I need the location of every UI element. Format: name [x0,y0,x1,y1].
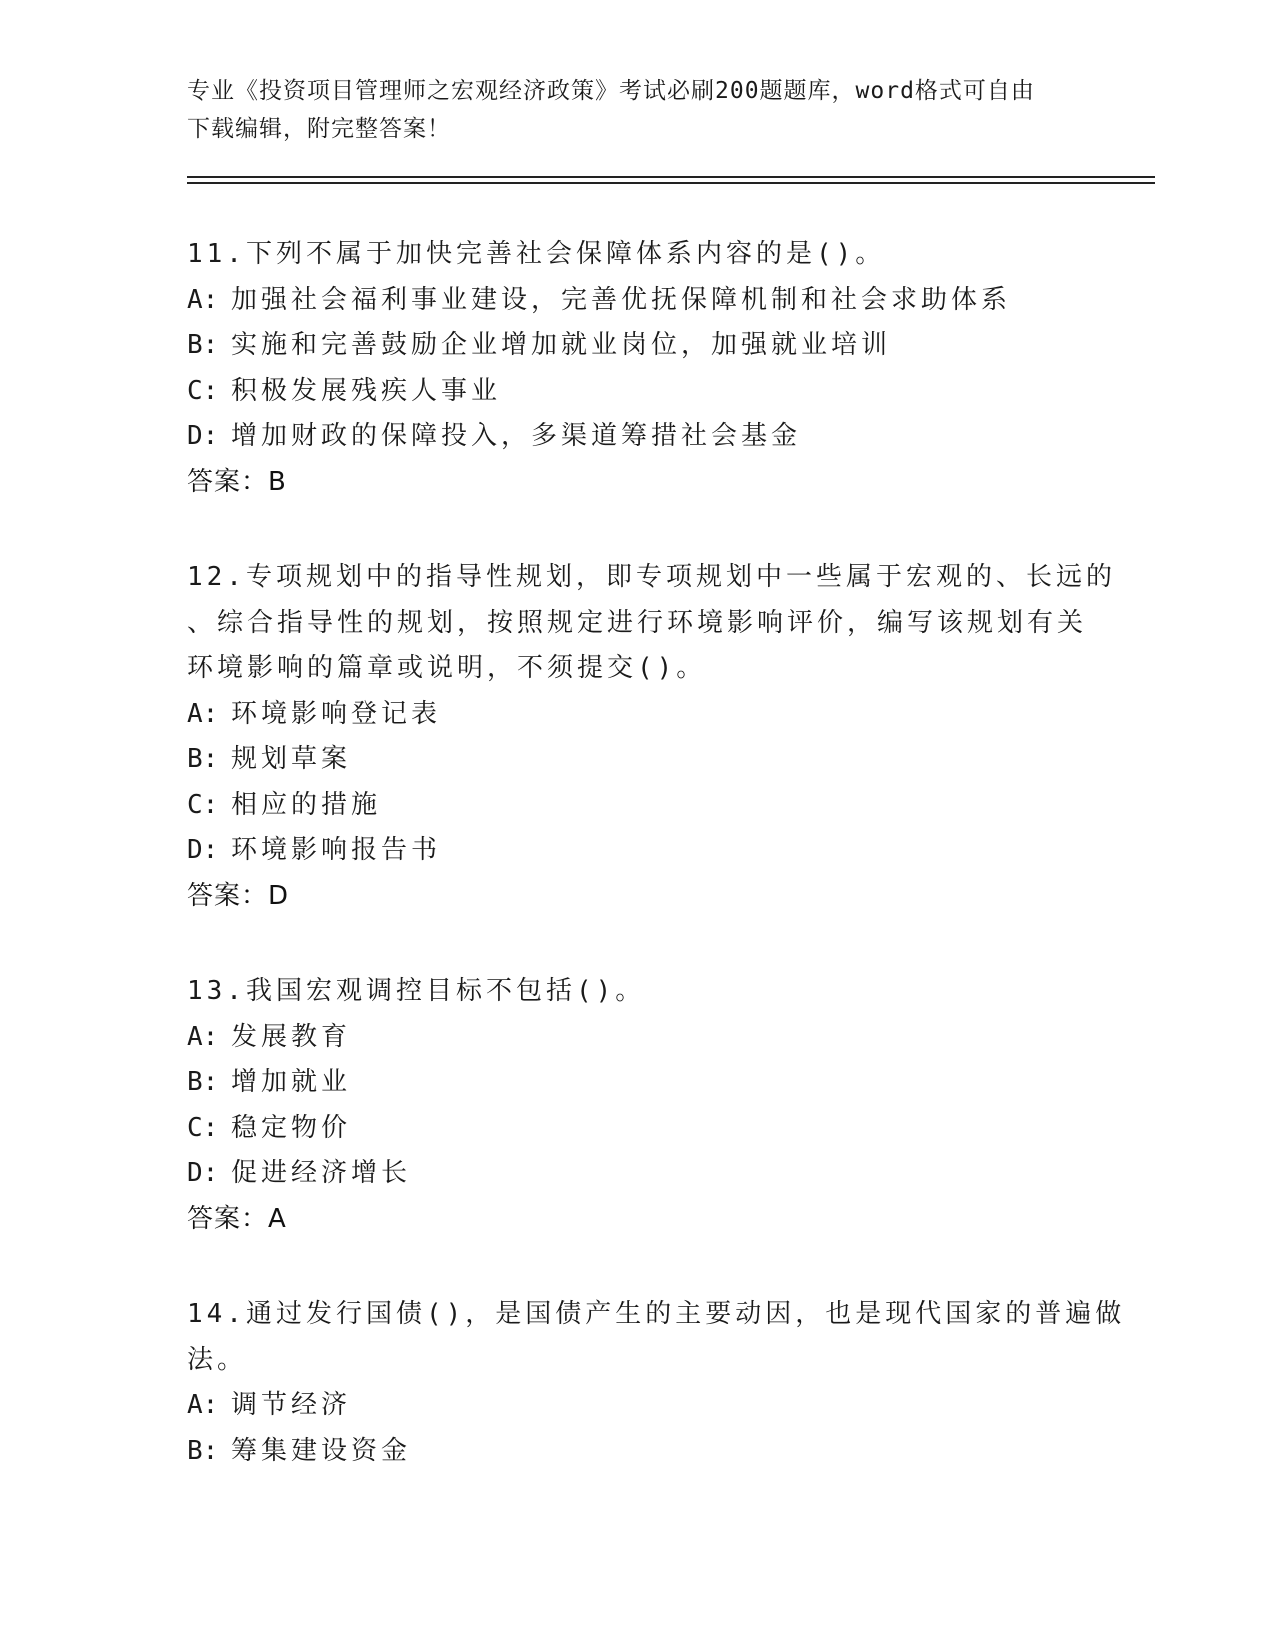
question-11 [187,232,1087,505]
option-text: 环境影响登记表 [231,698,442,729]
option-letter: A: [187,284,219,315]
document-header [187,72,1087,148]
answer-label: 答案：B [187,466,287,497]
question-13 [187,969,1087,1242]
option-b [187,737,1087,783]
option-a [187,1383,1087,1429]
question-12 [187,555,1116,919]
question-stem-line-1: 12.专项规划中的指导性规划，即专项规划中一些属于宏观的、长远的 [187,562,1116,592]
option-letter: A: [187,698,219,729]
option-letter: B: [187,330,219,360]
option-letter: C: [187,1112,219,1143]
option-text: 积极发展残疾人事业 [231,375,502,406]
option-d [187,1151,1087,1197]
option-text: 筹集建设资金 [231,1435,412,1466]
option-b [187,1060,1087,1106]
option-a [187,1015,1087,1061]
option-text: 增加财政的保障投入，多渠道筹措社会基金 [231,421,802,451]
option-letter: C: [187,375,219,406]
option-c [187,369,1087,415]
option-b [187,1429,1087,1475]
header-divider-bottom [187,182,1155,184]
option-letter: B: [187,1435,219,1466]
option-c [187,1106,1087,1152]
option-text: 稳定物价 [231,1112,352,1143]
option-a [187,278,1087,324]
option-letter: D: [187,835,219,865]
option-letter: D: [187,1158,219,1188]
question-stem-line-1: 14.通过发行国债()，是国债产生的主要动因，也是现代国家的普遍做 [187,1299,1126,1329]
option-text: 加强社会福利事业建设，完善优抚保障机制和社会求助体系 [231,284,1012,315]
option-text: 实施和完善鼓励企业增加就业岗位，加强就业培训 [231,330,892,360]
question-stem-line-2: 、综合指导性的规划，按照规定进行环境影响评价，编写该规划有关 [187,607,1088,638]
option-letter: A: [187,1390,219,1420]
option-text: 环境影响报告书 [231,835,442,865]
question-stem-line-3: 环境影响的篇章或说明，不须提交()。 [187,653,707,683]
question-14 [187,1292,1126,1474]
option-text: 促进经济增长 [231,1158,412,1188]
option-text: 增加就业 [231,1067,352,1097]
answer-label: 答案：A [187,1203,287,1234]
option-d [187,828,1087,874]
header-line-2: 下载编辑，附完整答案！ [187,116,451,142]
question-stem: 13.我国宏观调控目标不包括()。 [187,976,646,1006]
option-a [187,692,1087,738]
option-text: 发展教育 [231,1021,352,1052]
answer-label: 答案：D [187,880,290,911]
option-letter: D: [187,421,219,451]
option-letter: C: [187,789,219,820]
option-letter: B: [187,744,219,774]
question-stem: 11.下列不属于加快完善社会保障体系内容的是()。 [187,239,886,269]
question-list [187,232,1126,1524]
option-text: 规划草案 [231,744,352,774]
option-letter: B: [187,1067,219,1097]
header-divider-top [187,176,1155,178]
header-line-1: 专业《投资项目管理师之宏观经济政策》考试必刷200题题库，word格式可自由 [187,78,1035,104]
option-letter: A: [187,1021,219,1052]
option-c [187,783,1087,829]
option-text: 相应的措施 [231,789,382,820]
option-b [187,323,1087,369]
option-d [187,414,1087,460]
option-text: 调节经济 [231,1390,352,1420]
question-stem-line-2: 法。 [187,1344,248,1375]
